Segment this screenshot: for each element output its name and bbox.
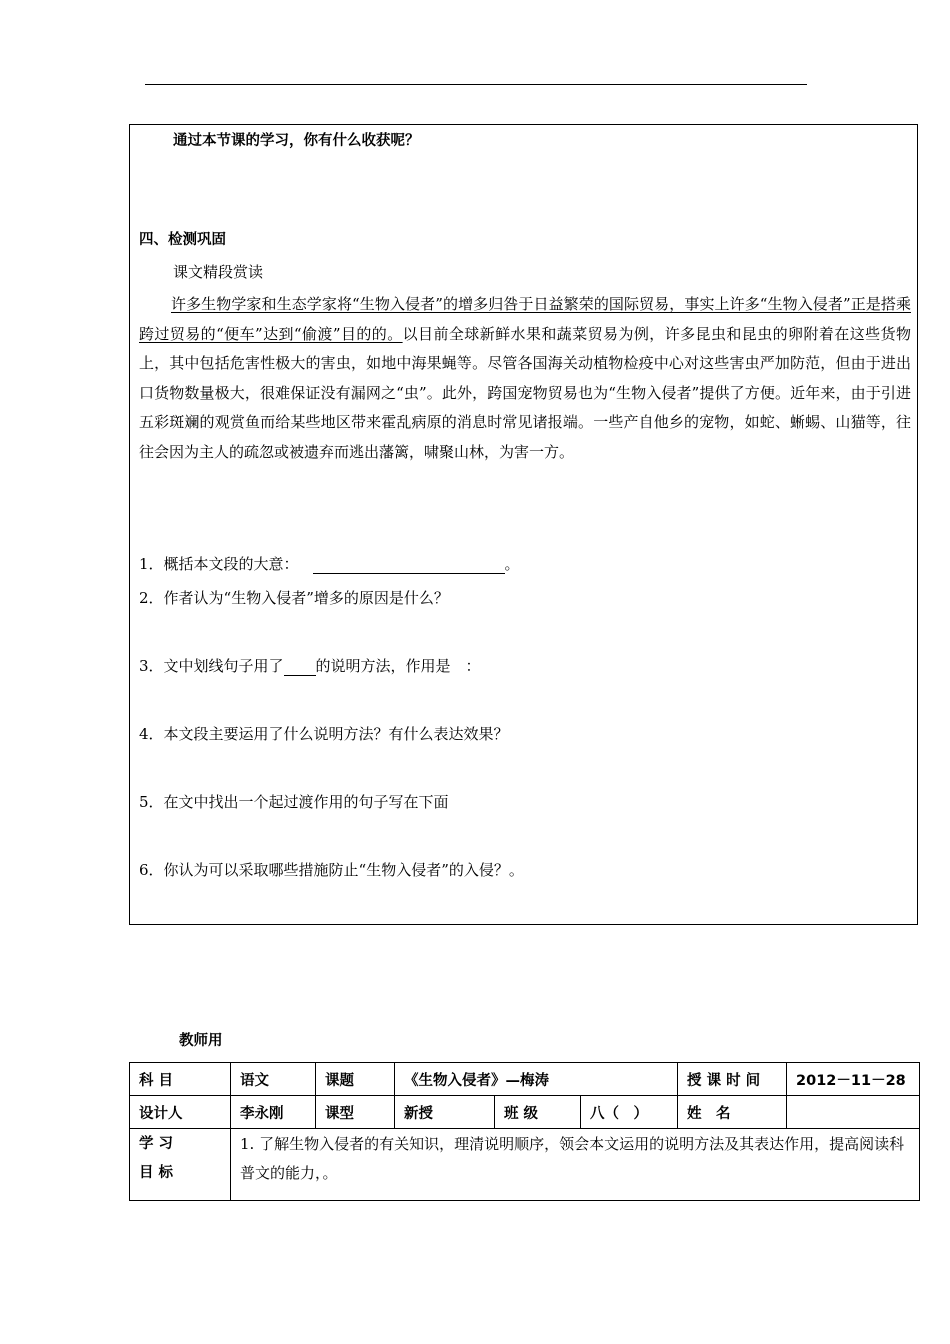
topic-value: 《生物入侵者》—梅涛 (395, 1063, 678, 1096)
passage-rest: 以目前全球新鲜水果和蔬菜贸易为例，许多昆虫和昆虫的卵附着在这些货物上，其中包括危害性极大的害虫，如地中海果蝇等。尽管各国海关动植物检疫中心对这些害虫严加防范，但由于进出口货物数量极大，很难保证没有漏网之“虫”。此外，跨国宠物贸易也为“生物入侵者”提供了方便。近年来，由于引进五彩斑斓的观赏鱼而给某些地区带来霍乱病原的消息时常见诸报端。一些产自他乡的宠物，如蛇、蜥蜴、山猫等，往往会因为主人的疏忽或被遗弃而逃出藩篱，啸聚山林，为害一方。 (139, 324, 911, 461)
time-label: 授 课 时 间 (678, 1063, 787, 1096)
answer-blank-1[interactable] (313, 555, 505, 574)
designer-value: 李永刚 (231, 1096, 316, 1129)
designer-label: 设计人 (130, 1096, 231, 1129)
question-6: 6．你认为可以采取哪些措施防止“生物入侵者”的入侵？。 (139, 861, 524, 879)
topic-label: 课题 (316, 1063, 395, 1096)
header-rule (145, 84, 807, 85)
time-value: 2012－11－28 (787, 1063, 920, 1096)
question-5: 5．在文中找出一个起过渡作用的句子写在下面 (139, 793, 449, 811)
underlined-sentence: 许多生物学家和生态学家将“生物入侵者”的增多归咎于日益繁荣的国际贸易，事实上许多“生物入侵者”正是搭乘跨过贸易的“便车”达到“偷渡”目的的。 (139, 295, 911, 343)
table-row (130, 1063, 920, 1096)
table-row (130, 1129, 920, 1201)
reading-passage (139, 290, 911, 467)
table-row (130, 1096, 920, 1129)
question-1: 1．概括本文段的大意： 。 (139, 555, 520, 573)
name-label: 姓 名 (678, 1096, 787, 1129)
type-label: 课型 (316, 1096, 395, 1129)
question-3: 3．文中划线句子用了 的说明方法，作用是 ： (139, 657, 481, 675)
teacher-label: 教师用 (179, 1033, 223, 1049)
question-2: 2．作者认为“生物入侵者”增多的原因是什么？ (139, 589, 449, 607)
lesson-info-table (129, 1062, 920, 1201)
goal-text: 1. 了解生物入侵者的有关知识，理清说明顺序，领会本文运用的说明方法及其表达作用，提高阅读科普文的能力，。 (231, 1129, 920, 1201)
class-label: 班 级 (495, 1096, 581, 1129)
exercise-box (129, 124, 918, 925)
subject-value: 语文 (231, 1063, 316, 1096)
section-title: 四、检测巩固 (139, 232, 226, 248)
answer-blank-3[interactable] (284, 657, 316, 676)
name-value[interactable] (787, 1096, 920, 1129)
reflection-question: 通过本节课的学习，你有什么收获呢？ (173, 133, 420, 149)
subject-label: 科 目 (130, 1063, 231, 1096)
class-value: 八（ ） (581, 1096, 678, 1129)
reading-title: 课文精段赏读 (173, 263, 264, 281)
question-4: 4．本文段主要运用了什么说明方法？有什么表达效果？ (139, 725, 509, 743)
type-value: 新授 (395, 1096, 495, 1129)
goal-label: 学 习 目 标 (130, 1129, 231, 1201)
